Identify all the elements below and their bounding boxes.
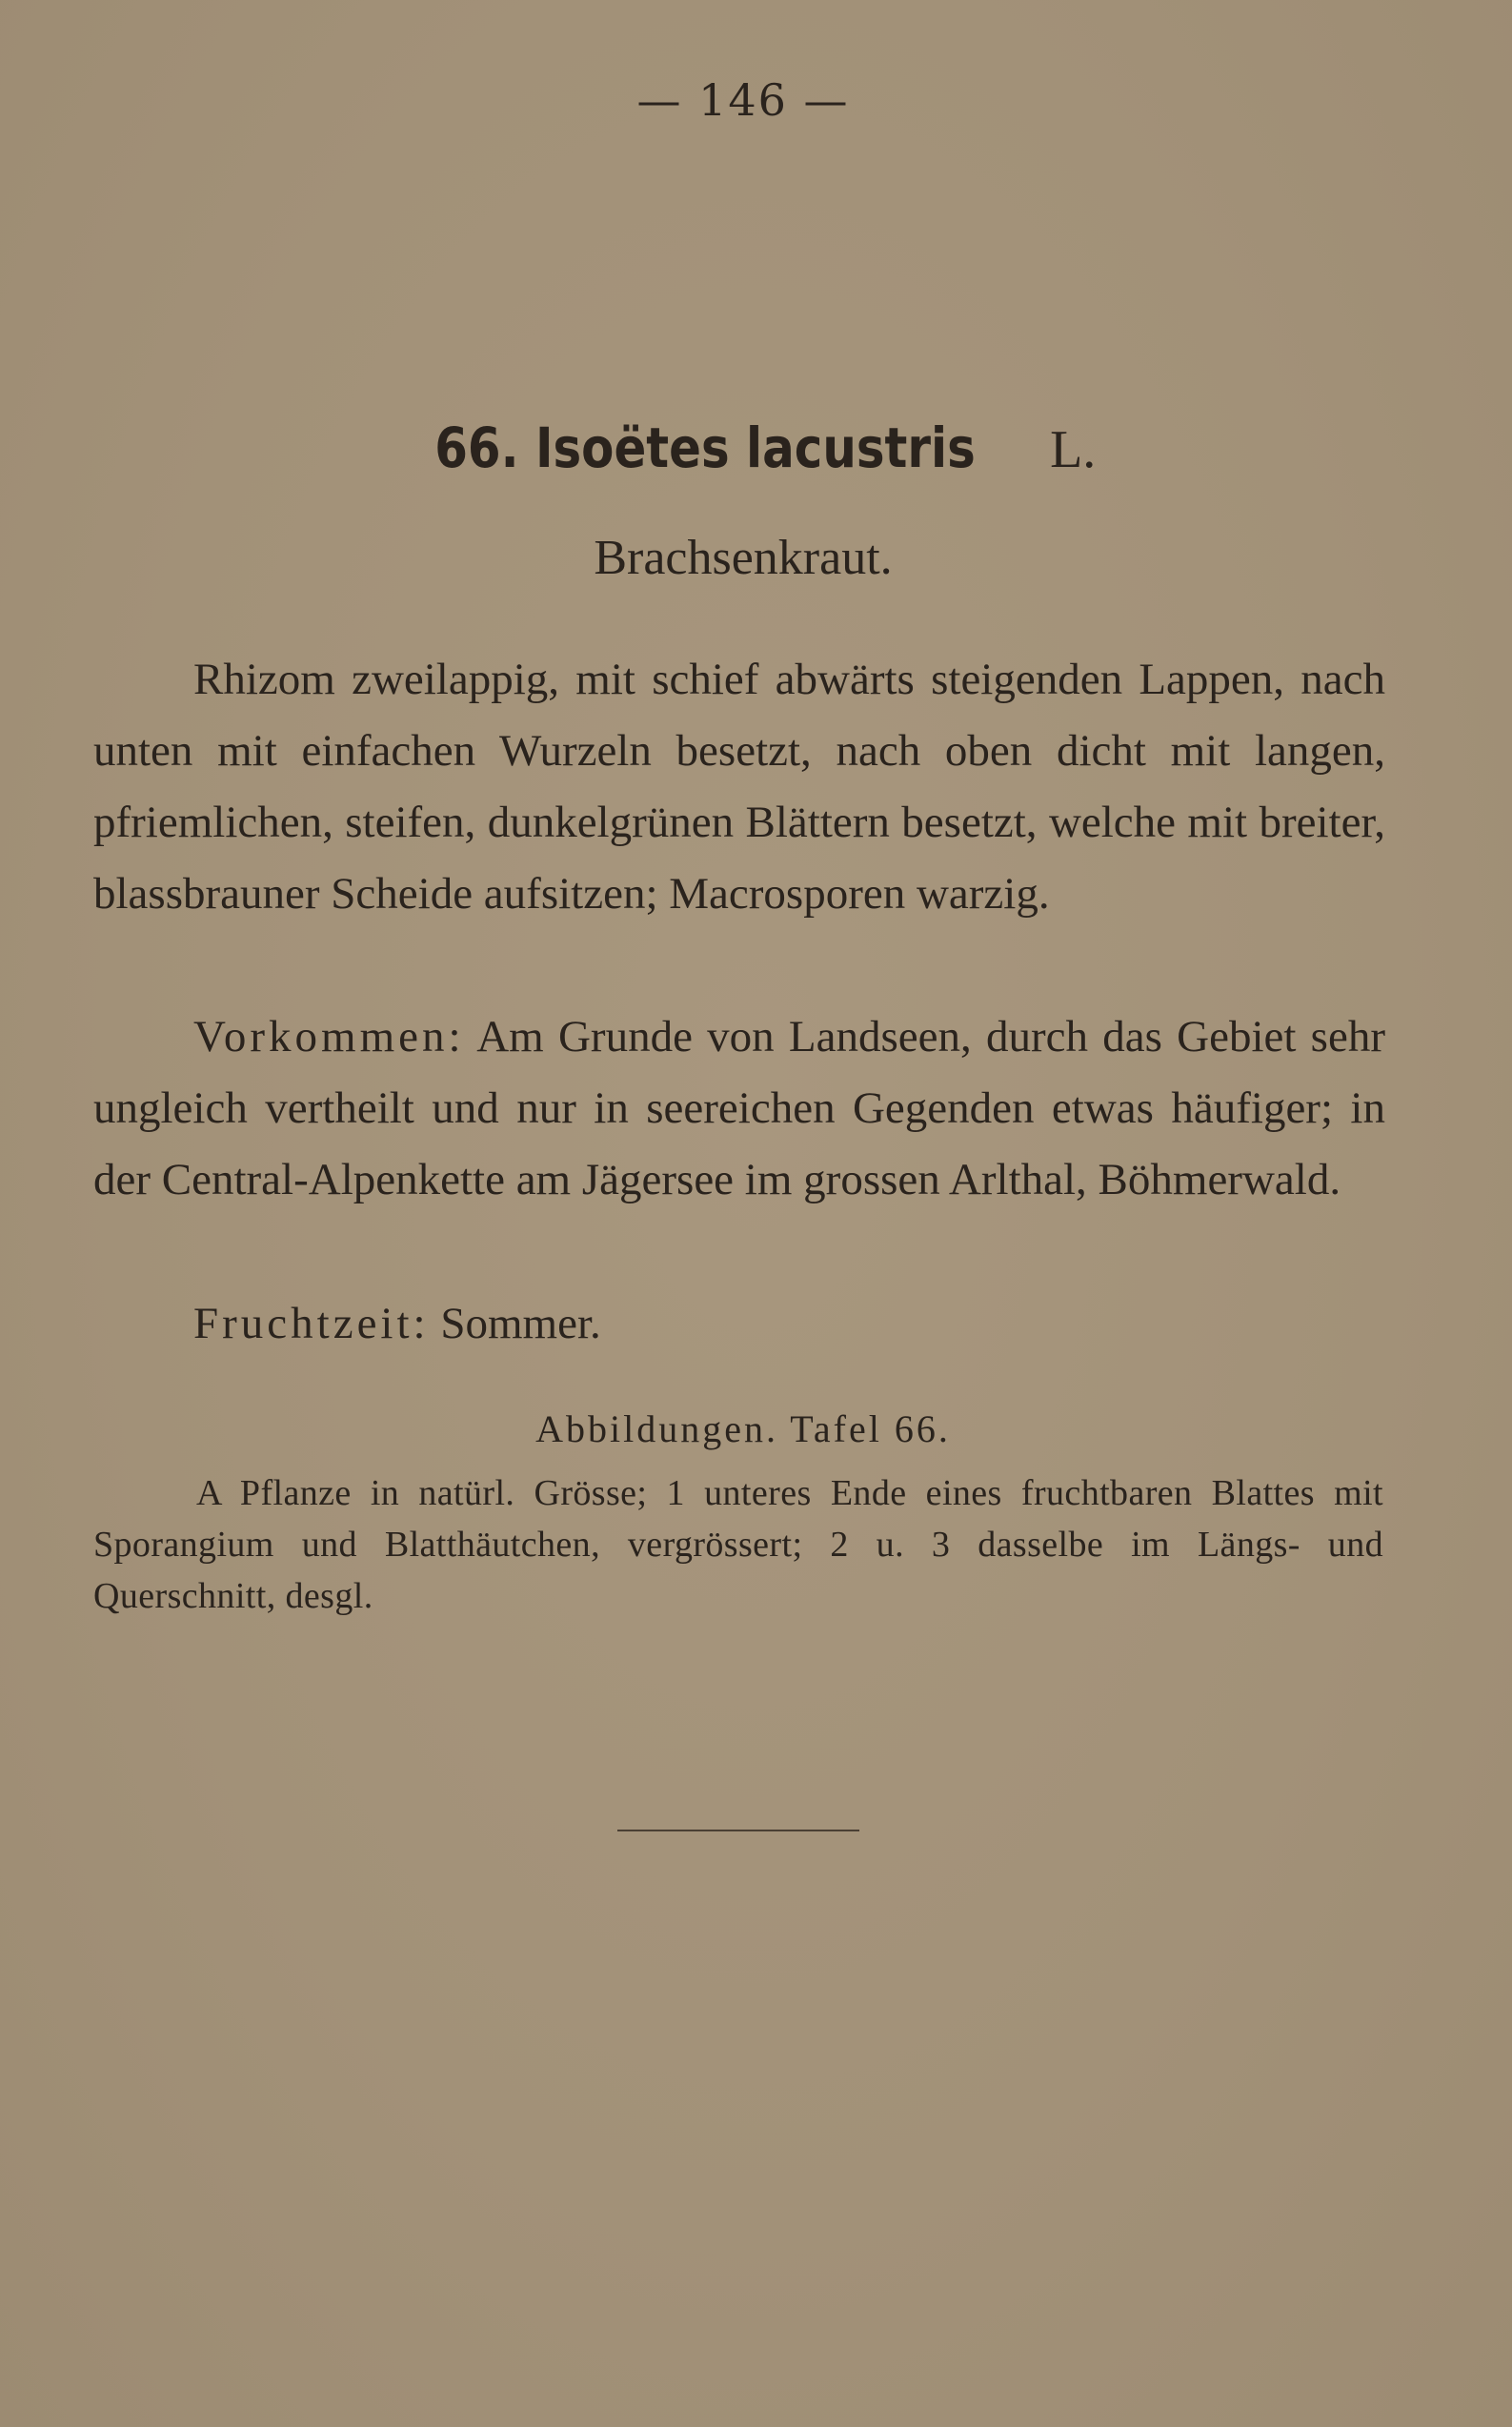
description-paragraph: Rhizom zweilappig, mit schief abwärts steigenden Lappen, nach unten mit einfachen Wurzeln besetzt, nach oben dicht mit langen, pfriemlichen, steifen, dunkelgrünen Blättern besetzt, welche mit breiter, blassbrauner Scheide aufsitzen; Macrosporen warzig. — [93, 655, 1385, 919]
fruiting-paragraph — [93, 1288, 1385, 1360]
species-name: Isoëtes lacustris — [534, 415, 976, 480]
species-author: L. — [1050, 420, 1097, 479]
occurrence-text: Am Grunde von Landseen, durch das Gebiet sehr ungleich vertheilt und nur in seereichen Gegenden etwas häufiger; in der Central-Alpenkette am Jägersee im grossen Arlthal, Böhmerwald. — [93, 1012, 1385, 1204]
fruiting-text: Sommer. — [440, 1299, 601, 1348]
end-rule — [617, 1830, 859, 1831]
species-heading — [434, 415, 976, 480]
species-title — [0, 415, 1486, 480]
figures-heading: Abbildungen. Tafel 66. — [535, 1407, 951, 1450]
occurrence-label: Vorkommen: — [193, 1012, 465, 1062]
figures-caption: A Pflanze in natürl. Grösse; 1 unteres Ende eines fruchtbaren Blattes mit Sporangium und Blatthäutchen, vergrössert; 2 u. 3 dasselbe im Längs- und Querschnitt, desgl. — [93, 1473, 1383, 1616]
fruiting-label: Fruchtzeit: — [193, 1299, 430, 1348]
common-name: Brachsenkraut. — [594, 531, 893, 585]
page-number: — 146 — — [636, 74, 850, 126]
occurrence-paragraph — [93, 1001, 1385, 1216]
species-number: 66. — [433, 415, 519, 480]
